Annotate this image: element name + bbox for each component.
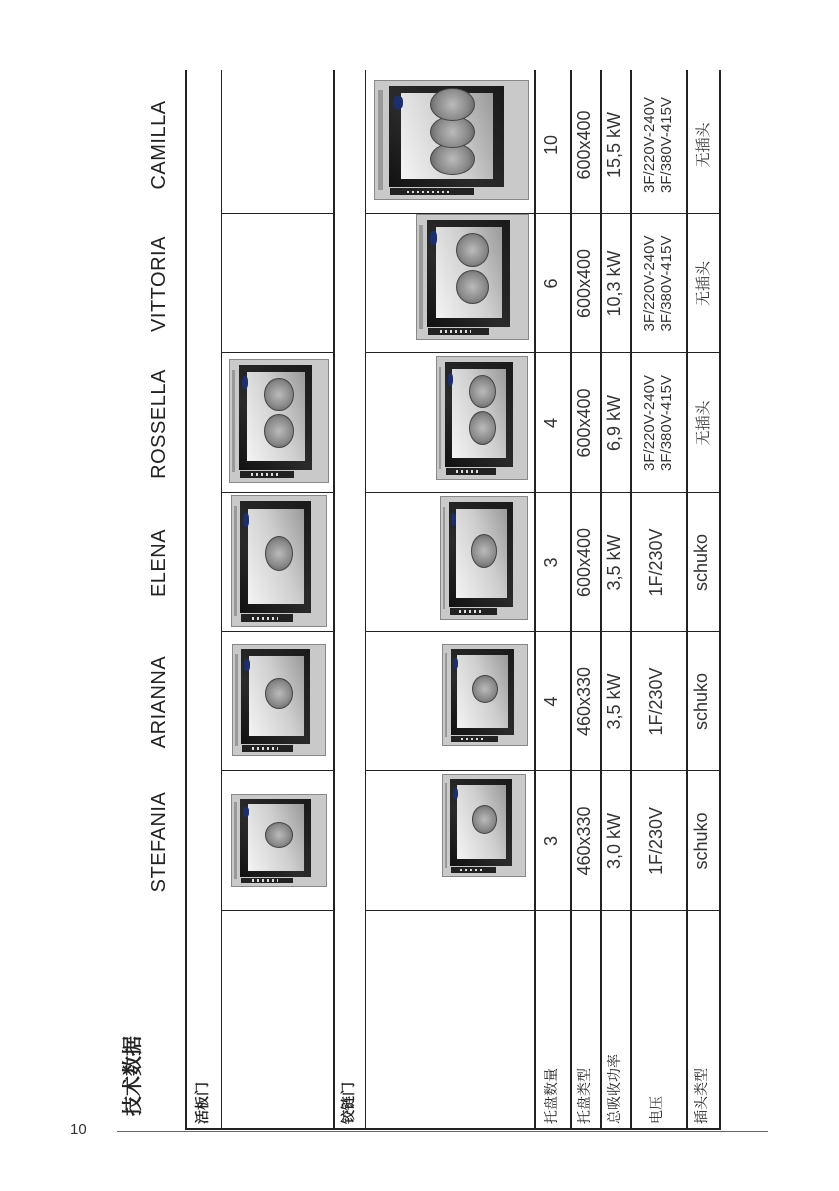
oven-image-elena-hinged: [440, 496, 528, 620]
table-top-border: [185, 70, 187, 1130]
model-header-stefania: STEFANIA: [148, 791, 170, 893]
spec-tray-type-arianna: 460x330: [574, 666, 594, 737]
page-number: 10: [70, 1121, 87, 1138]
col-divider: [221, 492, 335, 493]
spec-trays-rossella: 4: [541, 418, 561, 429]
spec-power-rossella: 6,9 kW: [604, 395, 624, 452]
rotated-spec-sheet: [82, 80, 782, 1130]
table-bottom-border: [719, 70, 721, 1130]
oven-image-rossella-hinged: [436, 356, 528, 480]
spec-tray-type-camilla: 600x400: [574, 110, 594, 180]
row-label-voltage: 电压: [649, 1096, 665, 1124]
col-divider: [221, 910, 335, 911]
page-title: 技术数据: [120, 1036, 144, 1116]
spec-plug-stefania: schuko: [691, 812, 711, 870]
spec-power-arianna: 3,5 kW: [604, 673, 624, 730]
row-label-plug: 插头类型: [694, 1068, 710, 1124]
spec-power-elena: 3,5 kW: [604, 534, 624, 591]
spec-voltage-rossella-line1: 3F/220V-240V: [641, 375, 658, 471]
col-divider: [221, 770, 335, 771]
spec-voltage-rossella-line2: 3F/380V-415V: [658, 375, 675, 471]
door-type-flap-label: 活板门: [195, 1082, 211, 1124]
row-divider: [630, 70, 632, 1130]
oven-image-elena-flap: [231, 495, 327, 627]
row-divider: [534, 70, 536, 1130]
oven-image-stefania-flap: [231, 794, 327, 887]
spec-trays-camilla: 10: [541, 134, 561, 156]
table-left-border: [185, 1128, 721, 1130]
col-divider: [221, 631, 335, 632]
col-divider: [221, 213, 335, 214]
row-divider: [365, 70, 366, 1130]
spec-plug-elena: schuko: [691, 533, 711, 592]
spec-voltage-stefania: 1F/230V: [646, 806, 666, 876]
oven-image-rossella-flap: [229, 359, 329, 483]
spec-tray-type-stefania: 460x330: [574, 806, 594, 876]
spec-plug-rossella: 无插头: [694, 400, 712, 446]
row-divider: [686, 70, 688, 1130]
spec-trays-arianna: 4: [541, 696, 561, 707]
row-divider: [221, 70, 222, 1130]
row-divider: [570, 70, 572, 1130]
model-header-rossella: ROSSELLA: [148, 369, 170, 479]
page-rule: [117, 1131, 768, 1132]
oven-image-camilla-hinged: [374, 80, 529, 200]
spec-trays-stefania: 3: [541, 836, 561, 847]
oven-image-vittoria-hinged: [416, 214, 529, 340]
spec-voltage-vittoria-line1: 3F/220V-240V: [641, 235, 658, 332]
model-header-camilla: CAMILLA: [148, 100, 170, 190]
oven-image-arianna-hinged: [442, 644, 528, 746]
spec-power-camilla: 15,5 kW: [604, 111, 624, 179]
spec-tray-type-elena: 600x400: [574, 527, 594, 598]
model-header-elena: ELENA: [148, 528, 170, 598]
spec-plug-camilla: 无插头: [694, 122, 712, 168]
spec-trays-vittoria: 6: [541, 278, 561, 289]
oven-image-stefania-hinged: [442, 774, 526, 877]
row-divider: [600, 70, 602, 1130]
spec-power-vittoria: 10,3 kW: [604, 250, 624, 317]
spec-tray-type-vittoria: 600x400: [574, 248, 594, 319]
spec-trays-elena: 3: [541, 557, 561, 568]
spec-voltage-elena: 1F/230V: [646, 528, 666, 597]
col-divider: [221, 352, 335, 353]
door-type-hinged-label: 铰链门: [341, 1082, 357, 1124]
spec-voltage-camilla-line1: 3F/220V-240V: [641, 97, 658, 193]
spec-voltage-camilla-line2: 3F/380V-415V: [658, 97, 675, 193]
spec-plug-vittoria: 无插头: [694, 261, 712, 307]
spec-tray-type-rossella: 600x400: [574, 388, 594, 458]
spec-voltage-vittoria-line2: 3F/380V-415V: [658, 235, 675, 332]
oven-image-arianna-flap: [232, 644, 326, 756]
model-header-vittoria: VITTORIA: [148, 236, 170, 332]
row-label-trays: 托盘数量: [544, 1068, 560, 1124]
row-label-tray-type: 托盘类型: [577, 1068, 593, 1124]
row-label-power: 总吸收功率: [607, 1054, 623, 1124]
model-header-arianna: ARIANNA: [148, 655, 170, 749]
spec-power-stefania: 3,0 kW: [604, 813, 624, 870]
spec-voltage-arianna: 1F/230V: [646, 667, 666, 736]
row-divider: [333, 70, 335, 1130]
spec-plug-arianna: schuko: [691, 672, 711, 731]
